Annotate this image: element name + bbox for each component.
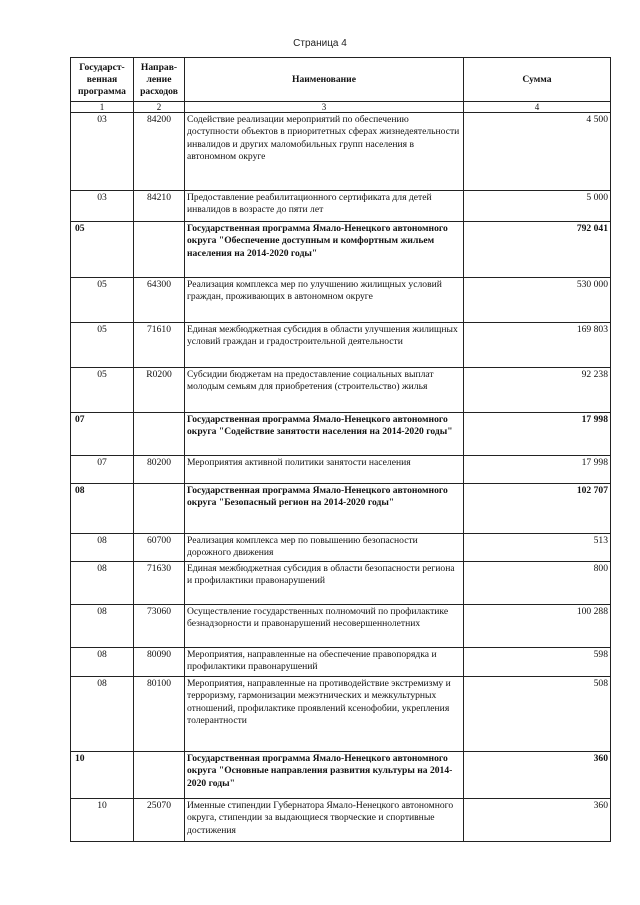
- program-code: 07: [71, 413, 134, 456]
- program-code: 05: [71, 368, 134, 413]
- program-row: [71, 413, 611, 456]
- item-amount: 598: [464, 648, 611, 677]
- item-name: Реализация комплекса мер по улучшению жилищных условий граждан, проживающих в автономном округе: [185, 278, 464, 323]
- direction-code: 80100: [134, 677, 185, 752]
- direction-code: 73060: [134, 605, 185, 648]
- item-amount: 508: [464, 677, 611, 752]
- item-name: Мероприятия, направленные на обеспечение правопорядка и профилактики правонарушений: [185, 648, 464, 677]
- item-amount: 513: [464, 534, 611, 562]
- item-amount: 792 041: [464, 222, 611, 278]
- column-number: 2: [134, 102, 185, 113]
- program-code: 05: [71, 323, 134, 368]
- item-name: Государственная программа Ямало-Ненецкого автономного округа "Содействие занятости населения на 2014-2020 годы": [185, 413, 464, 456]
- item-name: Единая межбюджетная субсидия в области улучшения жилищных условий граждан и градостроительной деятельности: [185, 323, 464, 368]
- item-name: Содействие реализации мероприятий по обеспечению доступности объектов в приоритетных сферах жизнедеятельности инвалидов и других маломобильных групп населения в автономном округе: [185, 113, 464, 191]
- item-name: Государственная программа Ямало-Ненецкого автономного округа "Безопасный регион на 2014-2020 годы": [185, 484, 464, 534]
- item-amount: 530 000: [464, 278, 611, 323]
- program-code: 08: [71, 562, 134, 605]
- item-amount: 800: [464, 562, 611, 605]
- direction-code: [134, 752, 185, 799]
- column-number: 4: [464, 102, 611, 113]
- header-amount: Сумма: [464, 58, 611, 102]
- direction-code: [134, 484, 185, 534]
- program-code: 08: [71, 605, 134, 648]
- program-code: 05: [71, 278, 134, 323]
- item-amount: 17 998: [464, 456, 611, 484]
- table-row: [71, 323, 611, 368]
- item-name: Мероприятия, направленные на противодействие экстремизму и терроризму, гармонизации межэтнических и межкультурных отношений, профилактике проявлений ксенофобии, укрепления толерантности: [185, 677, 464, 752]
- item-name: Предоставление реабилитационного сертификата для детей инвалидов в возрасте до пяти лет: [185, 191, 464, 222]
- program-row: [71, 222, 611, 278]
- table-row: [71, 605, 611, 648]
- direction-code: R0200: [134, 368, 185, 413]
- direction-code: 84210: [134, 191, 185, 222]
- item-name: Государственная программа Ямало-Ненецкого автономного округа "Основные направления развития культуры на 2014-2020 годы": [185, 752, 464, 799]
- program-code: 10: [71, 799, 134, 842]
- program-code: 03: [71, 113, 134, 191]
- item-amount: 17 998: [464, 413, 611, 456]
- table-row: [71, 799, 611, 842]
- header-row: [71, 58, 611, 102]
- item-amount: 360: [464, 752, 611, 799]
- page-label: Страница 4: [293, 38, 347, 49]
- program-code: 03: [71, 191, 134, 222]
- table-row: [71, 648, 611, 677]
- item-name: Реализация комплекса мер по повышению безопасности дорожного движения: [185, 534, 464, 562]
- direction-code: [134, 222, 185, 278]
- program-row: [71, 752, 611, 799]
- direction-code: 71630: [134, 562, 185, 605]
- table-row: [71, 113, 611, 191]
- item-amount: 169 803: [464, 323, 611, 368]
- direction-code: 25070: [134, 799, 185, 842]
- item-name: Именные стипендии Губернатора Ямало-Ненецкого автономного округа, стипендии за выдающиеся творческие и спортивные достижения: [185, 799, 464, 842]
- item-name: Единая межбюджетная субсидия в области безопасности региона и профилактики правонарушений: [185, 562, 464, 605]
- table-body: [71, 113, 611, 842]
- table-row: [71, 562, 611, 605]
- item-amount: 360: [464, 799, 611, 842]
- program-code: 08: [71, 534, 134, 562]
- program-code: 10: [71, 752, 134, 799]
- item-name: Осуществление государственных полномочий по профилактике безнадзорности и правонарушений несовершеннолетних: [185, 605, 464, 648]
- item-name: Мероприятия активной политики занятости населения: [185, 456, 464, 484]
- item-amount: 92 238: [464, 368, 611, 413]
- item-amount: 100 288: [464, 605, 611, 648]
- column-number-row: [71, 102, 611, 113]
- table-row: [71, 191, 611, 222]
- direction-code: 60700: [134, 534, 185, 562]
- column-number: 1: [71, 102, 134, 113]
- direction-code: 80200: [134, 456, 185, 484]
- table-row: [71, 456, 611, 484]
- program-code: 08: [71, 648, 134, 677]
- program-code: 08: [71, 677, 134, 752]
- header-name: Наименование: [185, 58, 464, 102]
- direction-code: 84200: [134, 113, 185, 191]
- table-row: [71, 677, 611, 752]
- item-name: Государственная программа Ямало-Ненецкого автономного округа "Обеспечение доступным и комфортным жильем населения на 2014-2020 годы": [185, 222, 464, 278]
- header-program: Государст-венная программа: [71, 58, 134, 102]
- direction-code: 80090: [134, 648, 185, 677]
- item-amount: 4 500: [464, 113, 611, 191]
- program-row: [71, 484, 611, 534]
- table-row: [71, 278, 611, 323]
- header-direction: Направ-ление расходов: [134, 58, 185, 102]
- program-code: 08: [71, 484, 134, 534]
- budget-table: [70, 57, 611, 842]
- table-row: [71, 534, 611, 562]
- direction-code: 71610: [134, 323, 185, 368]
- direction-code: [134, 413, 185, 456]
- column-number: 3: [185, 102, 464, 113]
- item-name: Субсидии бюджетам на предоставление социальных выплат молодым семьям для приобретения (строительство) жилья: [185, 368, 464, 413]
- item-amount: 5 000: [464, 191, 611, 222]
- table-row: [71, 368, 611, 413]
- item-amount: 102 707: [464, 484, 611, 534]
- program-code: 05: [71, 222, 134, 278]
- program-code: 07: [71, 456, 134, 484]
- direction-code: 64300: [134, 278, 185, 323]
